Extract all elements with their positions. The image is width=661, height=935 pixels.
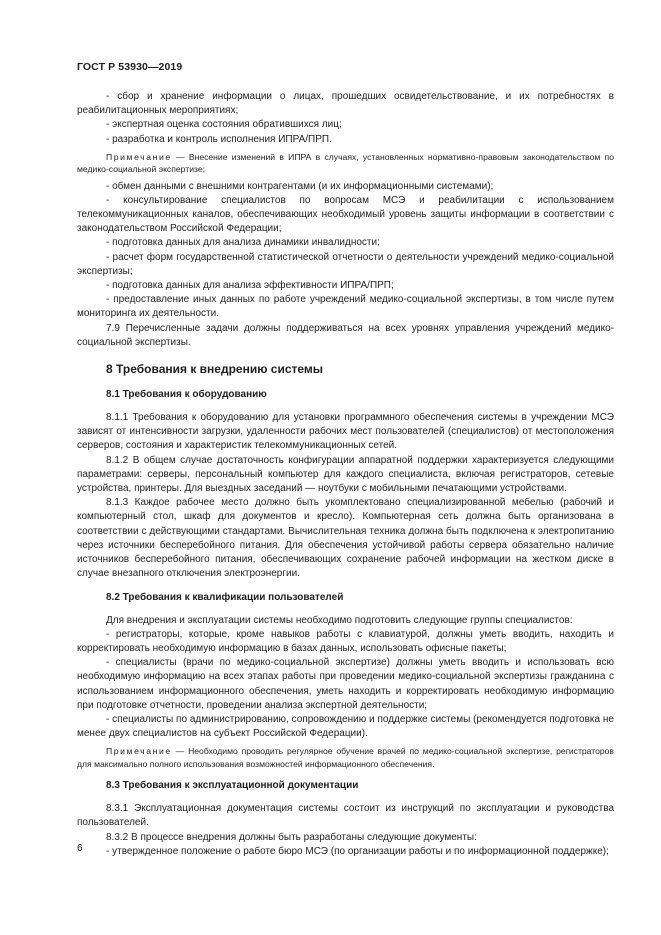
list-item: - утвержденное положение о работе бюро МСЭ (по организации работы и по информационной поддержке); bbox=[106, 845, 609, 857]
list-item: - специалисты по администрированию, сопровождению и поддержке системы (рекомендуется подготовка не менее двух специалистов на субъект Российской Федерации). bbox=[77, 713, 614, 740]
subsection-heading: 8.2 Требования к квалификации пользователей bbox=[106, 591, 344, 603]
document-body bbox=[77, 90, 614, 859]
list-item: - подготовка данных для анализа динамики инвалидности; bbox=[106, 237, 380, 249]
list-item: - подготовка данных для анализа эффективности ИПРА/ПРП; bbox=[106, 280, 394, 292]
paragraph: 8.1.1 Требования к оборудованию для установки программного обеспечения системы в учреждении МСЭ зависят от интенсивности загрузки, удаленности рабочих мест пользователей (специалистов) от местоположения серверов, состояния и характеристик телекоммуникационных сетей. bbox=[77, 412, 614, 452]
list-item: - специалисты (врачи по медико-социальной экспертизе) должны уметь вводить и использовать всю необходимую информацию на всех этапах работы при проведении медико-социальной экспертизы гражданина с использованием информационного обеспечения, уметь находить и корректировать необходимую информацию при подготовке отчетности, проведении анализа экспертной деятельности; bbox=[77, 657, 614, 711]
paragraph: 7.9 Перечисленные задачи должны поддерживаться на всех уровнях управления учреждений медико-социальной экспертизы. bbox=[77, 322, 614, 348]
list-item: - сбор и хранение информации о лицах, прошедших освидетельствование, и их потребностях в реабилитационных мероприятиях; bbox=[77, 91, 614, 117]
list-item: - разработка и контроль исполнения ИПРА/ПРП. bbox=[106, 133, 332, 145]
list-item: - расчет форм государственной статистической отчетности о деятельности учреждений медико-социальной экспертизы; bbox=[77, 251, 614, 277]
note-text: — Внесение изменений в ИПРА в случаях, установленных нормативно-правовым законодательством по медико-социальной экспертизе; bbox=[77, 151, 614, 175]
paragraph: Для внедрения и эксплуатации системы необходимо подготовить следующие группы специалистов: bbox=[106, 614, 573, 626]
paragraph: 8.3.1 Эксплуатационная документация системы состоит из инструкций по эксплуатации и руководства пользователей. bbox=[77, 803, 614, 829]
note-label: Примечание bbox=[106, 151, 172, 162]
list-item: - регистраторы, которые, кроме навыков работы с клавиатурой, должны уметь вводить, находить и корректировать необходимую информацию в базах данных, использовать офисные пакеты; bbox=[77, 628, 614, 654]
note-label: Примечание bbox=[106, 746, 172, 757]
note-text: — Необходимо проводить регулярное обучение врачей по медико-социальной экспертизе, регистраторов для максимально полного использования возможностей информационного обеспечения. bbox=[77, 746, 614, 769]
document-header: ГОСТ Р 53930—2019 bbox=[77, 61, 183, 73]
subsection-heading: 8.3 Требования к эксплуатационной документации bbox=[106, 780, 359, 792]
list-item: - обмен данными с внешними контрагентами (и их информационными системами); bbox=[106, 180, 494, 192]
paragraph: 8.1.2 В общем случае достаточность конфигурации аппаратной поддержки характеризуется следующими параметрами: серверы, персональный компьютер для каждого специалиста, включая регистраторов, сетевые устройства, принтеры. Для выездных заседаний — ноутбуки с мобильными печатающими устройствами. bbox=[77, 454, 614, 495]
list-item: - предоставление иных данных по работе учреждений медико-социальной экспертизы, в том числе путем мониторинга их деятельности. bbox=[77, 294, 614, 320]
note bbox=[77, 151, 614, 176]
page-number: 6 bbox=[77, 843, 83, 854]
note bbox=[77, 745, 614, 770]
list-item: - экспертная оценка состояния обратившихся лиц; bbox=[106, 119, 342, 131]
paragraph: 8.3.2 В процессе внедрения должны быть разработаны следующие документы: bbox=[106, 831, 477, 843]
section-heading: 8 Требования к внедрению системы bbox=[106, 362, 324, 377]
subsection-heading: 8.1 Требования к оборудованию bbox=[106, 389, 267, 401]
paragraph: 8.1.3 Каждое рабочее место должно быть укомплектовано специализированной мебелью (рабочий и компьютерный стол, шкаф для документов и кресло). Компьютерная сеть должна быть организована в соответствии с действующими стандартами. Вычислительная техника должна быть подключена к электропитанию через источники бесперебойного питания. Для обеспечения устойчивой работы сервера обязательно наличие источников бесперебойного питания, обеспечивающих сохранение рабочей информации на жестком диске в случае внезапного отключения электроэнергии. bbox=[77, 497, 614, 580]
list-item: - консультирование специалистов по вопросам МСЭ и реабилитации с использованием телекоммуникационных каналов, обеспечивающих необходимый уровень защиты информации в соответствии с законодательством Российской Федерации; bbox=[77, 194, 614, 235]
